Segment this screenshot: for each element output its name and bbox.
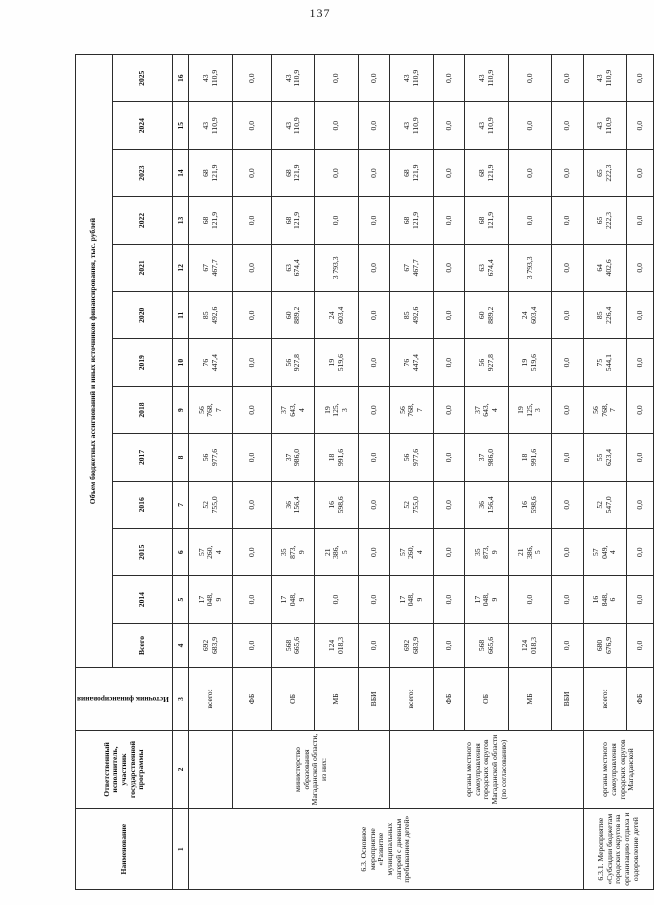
year-value: 65 222,3	[583, 149, 626, 196]
header-year: 2017	[112, 434, 173, 481]
year-value: 0,0	[358, 244, 390, 291]
funding-source: ВБИ	[358, 668, 390, 731]
year-value: 0,0	[232, 244, 271, 291]
year-value: 0,0	[627, 244, 654, 291]
year-value: 19 519,6	[508, 339, 551, 386]
year-value: 21 386, 5	[508, 529, 551, 576]
year-value: 65 222,3	[583, 197, 626, 244]
year-value: 35 873, 9	[272, 529, 315, 576]
year-value: 37 986,0	[272, 434, 315, 481]
year-value: 0,0	[232, 481, 271, 528]
year-value: 60 889,2	[465, 292, 508, 339]
funding-source: всего:	[583, 668, 626, 731]
year-value: 0,0	[433, 576, 465, 623]
funding-source: ВБИ	[552, 668, 584, 731]
year-value: 36 156,4	[465, 481, 508, 528]
funding-source: ОБ	[465, 668, 508, 731]
year-value: 19 125, 3	[508, 386, 551, 433]
table-row	[232, 55, 271, 890]
year-value: 52 547,0	[583, 481, 626, 528]
year-value: 63 674,4	[465, 244, 508, 291]
year-value: 19 519,6	[315, 339, 358, 386]
year-value: 43 110,9	[390, 55, 433, 103]
year-value: 67 467,7	[189, 244, 232, 291]
total-value: 568 665,6	[465, 623, 508, 667]
header-name: Наименование	[76, 809, 173, 890]
year-value: 0,0	[552, 149, 584, 196]
header-year: 2016	[112, 481, 173, 528]
year-value: 43 110,9	[189, 55, 232, 103]
column-number: 6	[173, 529, 189, 576]
year-value: 0,0	[552, 244, 584, 291]
year-value: 60 889,2	[272, 292, 315, 339]
funding-source: ОБ	[272, 668, 315, 731]
year-value: 0,0	[508, 576, 551, 623]
funding-source: ФБ	[433, 668, 465, 731]
executor	[189, 730, 232, 809]
year-value: 68 121,9	[390, 197, 433, 244]
total-value: 124 018,3	[508, 623, 551, 667]
year-value: 43 110,9	[390, 102, 433, 149]
year-value: 18 991,6	[508, 434, 551, 481]
header-source-text: Источник финансирования	[77, 695, 169, 705]
year-value: 0,0	[315, 102, 358, 149]
year-value: 0,0	[508, 149, 551, 196]
year-value: 68 121,9	[465, 149, 508, 196]
column-number: 5	[173, 576, 189, 623]
year-value: 21 386, 5	[315, 529, 358, 576]
header-source	[76, 668, 173, 731]
year-value: 0,0	[315, 55, 358, 103]
year-value: 0,0	[627, 386, 654, 433]
table-row	[189, 55, 232, 890]
year-value: 0,0	[552, 292, 584, 339]
year-value: 0,0	[508, 102, 551, 149]
year-value: 56 977,6	[189, 434, 232, 481]
year-value: 0,0	[232, 197, 271, 244]
year-value: 0,0	[358, 102, 390, 149]
year-value: 0,0	[627, 529, 654, 576]
header-year: 2021	[112, 244, 173, 291]
column-number: 8	[173, 434, 189, 481]
total-value: 0,0	[358, 623, 390, 667]
header-year: 2014	[112, 576, 173, 623]
column-number: 16	[173, 55, 189, 103]
year-value: 64 402,6	[583, 244, 626, 291]
year-value: 0,0	[508, 197, 551, 244]
header-year: 2024	[112, 102, 173, 149]
year-value: 24 603,4	[315, 292, 358, 339]
year-value: 0,0	[552, 197, 584, 244]
column-number: 1	[173, 809, 189, 890]
year-value: 0,0	[232, 434, 271, 481]
financing-table	[75, 54, 654, 890]
header-year: 2015	[112, 529, 173, 576]
header-executor: Ответственный исполнитель, участник государственной программы	[76, 730, 173, 809]
year-value: 57 049, 4	[583, 529, 626, 576]
year-value: 17 048, 9	[189, 576, 232, 623]
year-value: 0,0	[552, 576, 584, 623]
year-value: 57 260, 4	[189, 529, 232, 576]
year-value: 0,0	[232, 576, 271, 623]
year-value: 63 674,4	[272, 244, 315, 291]
year-value: 0,0	[433, 197, 465, 244]
year-value: 0,0	[358, 576, 390, 623]
year-value: 85 492,6	[189, 292, 232, 339]
year-value: 0,0	[433, 434, 465, 481]
year-value: 0,0	[433, 102, 465, 149]
year-value: 0,0	[315, 149, 358, 196]
year-value: 68 121,9	[272, 197, 315, 244]
year-value: 0,0	[552, 102, 584, 149]
executor: министерство образования Магаданской области, из них:	[232, 730, 390, 809]
column-number: 10	[173, 339, 189, 386]
activity-name: 6.3.1. Мероприятие «Субсидии бюджетам городских округов на организацию отдыха и оздоровление детей	[583, 809, 654, 890]
funding-source: МБ	[315, 668, 358, 731]
page-number: 137	[309, 6, 331, 20]
funding-source: ФБ	[232, 668, 271, 731]
column-number: 4	[173, 623, 189, 667]
executor: органы местного самоуправления городских округов Магаданской	[583, 730, 654, 809]
header-row-group	[76, 55, 113, 890]
year-value: 0,0	[433, 386, 465, 433]
year-value: 0,0	[232, 292, 271, 339]
total-value: 124 018,3	[315, 623, 358, 667]
year-value: 17 048, 9	[390, 576, 433, 623]
year-value: 0,0	[627, 481, 654, 528]
year-value: 56 768, 7	[583, 386, 626, 433]
year-value: 43 110,9	[189, 102, 232, 149]
year-value: 36 156,4	[272, 481, 315, 528]
header-year: 2022	[112, 197, 173, 244]
total-value: 0,0	[433, 623, 465, 667]
year-value: 0,0	[358, 197, 390, 244]
header-year: 2018	[112, 386, 173, 433]
year-value: 43 110,9	[465, 102, 508, 149]
year-value: 43 110,9	[465, 55, 508, 103]
funding-source: МБ	[508, 668, 551, 731]
year-value: 0,0	[358, 529, 390, 576]
year-value: 67 467,7	[390, 244, 433, 291]
year-value: 0,0	[358, 481, 390, 528]
year-value: 0,0	[627, 55, 654, 103]
year-value: 56 927,8	[272, 339, 315, 386]
year-value: 16 598,6	[315, 481, 358, 528]
total-value: 680 676,9	[583, 623, 626, 667]
year-value: 35 873, 9	[465, 529, 508, 576]
year-value: 0,0	[232, 386, 271, 433]
total-value: 692 683,9	[390, 623, 433, 667]
column-number: 12	[173, 244, 189, 291]
year-value: 76 447,4	[390, 339, 433, 386]
year-value: 0,0	[627, 102, 654, 149]
total-value: 0,0	[627, 623, 654, 667]
year-value: 52 755,0	[189, 481, 232, 528]
year-value: 0,0	[433, 481, 465, 528]
year-value: 0,0	[552, 339, 584, 386]
year-value: 0,0	[358, 149, 390, 196]
year-value: 0,0	[552, 481, 584, 528]
year-value: 37 643, 4	[272, 386, 315, 433]
year-value: 68 121,9	[465, 197, 508, 244]
column-number: 14	[173, 149, 189, 196]
table-row	[583, 55, 626, 890]
year-value: 0,0	[232, 149, 271, 196]
column-number: 9	[173, 386, 189, 433]
funding-source: всего:	[189, 668, 232, 731]
year-value: 24 603,4	[508, 292, 551, 339]
year-value: 0,0	[232, 102, 271, 149]
year-value: 43 110,9	[583, 102, 626, 149]
year-value: 37 643, 4	[465, 386, 508, 433]
year-value: 16 848, 6	[583, 576, 626, 623]
year-value: 17 048, 9	[465, 576, 508, 623]
column-number: 2	[173, 730, 189, 809]
header-year: 2020	[112, 292, 173, 339]
year-value: 85 226,4	[583, 292, 626, 339]
year-value: 0,0	[552, 386, 584, 433]
total-value: 692 683,9	[189, 623, 232, 667]
executor: органы местного самоуправления городских округов Магаданской области (по согласованию)	[390, 730, 583, 809]
year-value: 0,0	[627, 576, 654, 623]
year-value: 0,0	[627, 339, 654, 386]
year-value: 18 991,6	[315, 434, 358, 481]
column-number: 3	[173, 668, 189, 731]
year-value: 43 110,9	[272, 55, 315, 103]
funding-source: всего:	[390, 668, 433, 731]
year-value: 0,0	[315, 576, 358, 623]
year-value: 0,0	[232, 339, 271, 386]
year-value: 0,0	[627, 292, 654, 339]
year-value: 0,0	[433, 529, 465, 576]
year-value: 0,0	[627, 434, 654, 481]
year-value: 3 793,3	[508, 244, 551, 291]
funding-source: ФБ	[627, 668, 654, 731]
year-value: 56 977,6	[390, 434, 433, 481]
year-value: 0,0	[315, 197, 358, 244]
year-value: 0,0	[433, 292, 465, 339]
rotated-table-container	[75, 54, 645, 890]
year-value: 37 986,0	[465, 434, 508, 481]
year-value: 85 492,6	[390, 292, 433, 339]
year-value: 0,0	[433, 244, 465, 291]
year-value: 0,0	[358, 386, 390, 433]
year-value: 0,0	[433, 149, 465, 196]
column-number: 11	[173, 292, 189, 339]
year-value: 0,0	[627, 197, 654, 244]
header-funding-group: Объем бюджетных ассигнований и иных источников финансирования, тыс. рублей	[76, 55, 113, 668]
year-value: 0,0	[358, 55, 390, 103]
year-value: 43 110,9	[583, 55, 626, 103]
year-value: 16 598,6	[508, 481, 551, 528]
activity-name: 6.3. Основное мероприятие «Развитие муниципальных лагерей с дневным пребыванием детей»	[189, 809, 583, 890]
column-number-row	[173, 55, 189, 890]
year-value: 57 260, 4	[390, 529, 433, 576]
year-value: 0,0	[358, 292, 390, 339]
column-number: 7	[173, 481, 189, 528]
year-value: 0,0	[552, 529, 584, 576]
header-year: 2025	[112, 55, 173, 103]
total-value: 0,0	[232, 623, 271, 667]
table-body	[189, 55, 654, 890]
year-value: 52 755,0	[390, 481, 433, 528]
year-value: 43 110,9	[272, 102, 315, 149]
year-value: 56 927,8	[465, 339, 508, 386]
year-value: 68 121,9	[189, 197, 232, 244]
year-value: 68 121,9	[272, 149, 315, 196]
year-value: 68 121,9	[390, 149, 433, 196]
year-value: 55 623,4	[583, 434, 626, 481]
year-value: 68 121,9	[189, 149, 232, 196]
year-value: 0,0	[358, 339, 390, 386]
year-value: 19 125, 3	[315, 386, 358, 433]
year-value: 56 768, 7	[189, 386, 232, 433]
year-value: 0,0	[433, 55, 465, 103]
header-total: Всего	[112, 623, 173, 667]
year-value: 0,0	[627, 149, 654, 196]
header-year: 2023	[112, 149, 173, 196]
year-value: 76 447,4	[189, 339, 232, 386]
year-value: 0,0	[232, 529, 271, 576]
year-value: 0,0	[508, 55, 551, 103]
year-value: 3 793,3	[315, 244, 358, 291]
year-value: 75 544,1	[583, 339, 626, 386]
year-value: 17 048, 9	[272, 576, 315, 623]
column-number: 13	[173, 197, 189, 244]
total-value: 0,0	[552, 623, 584, 667]
year-value: 0,0	[358, 434, 390, 481]
year-value: 0,0	[552, 55, 584, 103]
year-value: 0,0	[232, 55, 271, 103]
year-value: 0,0	[433, 339, 465, 386]
column-number: 15	[173, 102, 189, 149]
total-value: 568 665,6	[272, 623, 315, 667]
year-value: 56 768, 7	[390, 386, 433, 433]
table-row	[390, 55, 433, 890]
header-year: 2019	[112, 339, 173, 386]
year-value: 0,0	[552, 434, 584, 481]
